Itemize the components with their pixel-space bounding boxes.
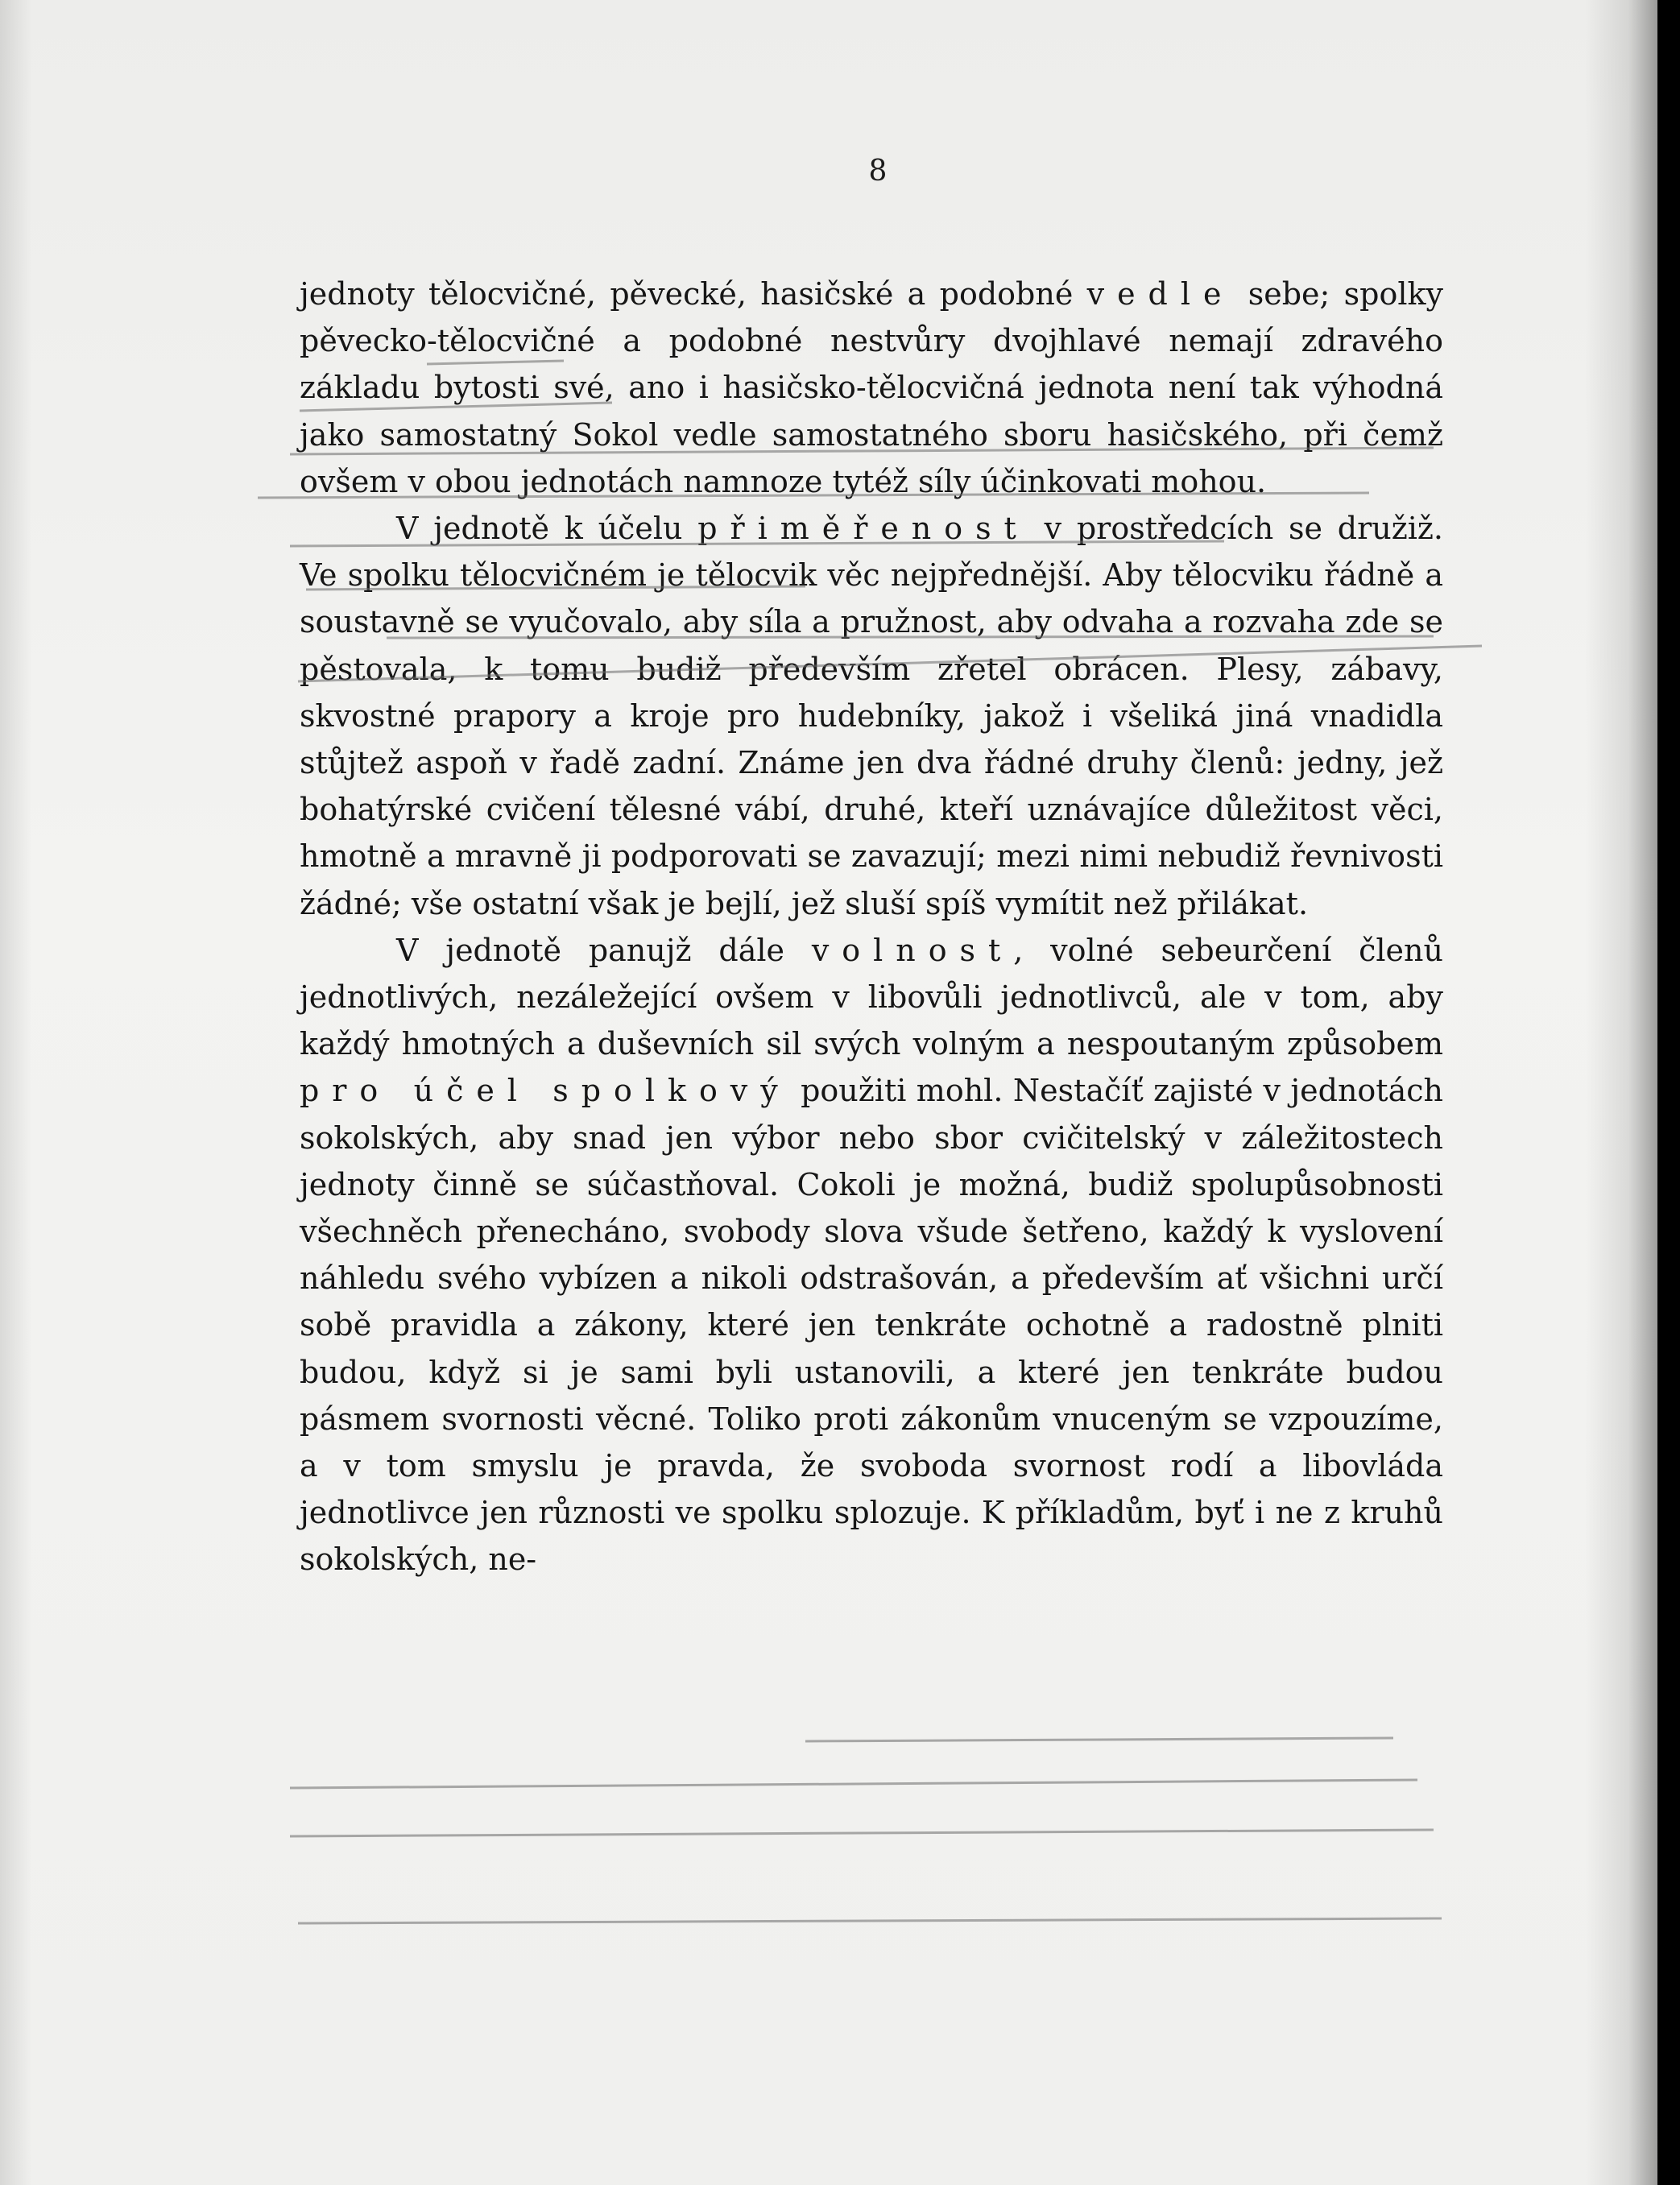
paragraph (300, 927, 1443, 1583)
page-edge-shadow (1585, 0, 1657, 2185)
spaced-emphasis: volnost (811, 932, 1014, 968)
text-run: použiti mohl. Nestačíť zajisté v jednotách sokolských, aby snad jen výbor nebo sbor cvičitelský v záležitostech jednoty činně se súčastňoval. Cokoli je možná, budiž spolupůsobnosti všechněch přenecháno, svobody slova všude šetřeno, každý k vyslovení náhledu svého vybízen a nikoli odstrašován, a především ať všichni určí sobě pravidla a zákony, které jen tenkráte ochotně a radostně plniti budou, když si je sami byli ustanovili, a které jen tenkráte budou pásmem svornosti věcné. Toliko proti zákonům vnuceným se vzpouzíme, a v tom smyslu je pravda, že svoboda svornost rodí a libovláda jednotlivce jen různosti ve spolku splozuje. K příkladům, byť i ne z kruhů sokolských, ne- (300, 1073, 1443, 1578)
text-run: sebe; spolky pěvecko-tělocvičné a podobné nestvůry dvojhlavé nemají zdravého základu bytosti své, ano i hasičsko-tělocvičná jednota není tak výhodná jako samostatný Sokol vedle samostatného sboru hasičského, při čemž ovšem v obou jednotách namnoze tytéž síly účinkovati mohou. (300, 276, 1443, 499)
paragraph (300, 271, 1443, 505)
text-run: v prostředcích se družiž. Ve spolku tělocvičném je tělocvik věc nejpřednější. Aby tělocviku řádně a soustavně se vyučovalo, aby síla a pružnost, aby odvaha a rozvaha zde se pěstovala, k tomu budiž především zřetel obrácen. Plesy, zábavy, skvostné prapory a kroje pro hudebníky, jakož i všeliká jiná vnadidla stůjtež aspoň v řadě zadní. Známe jen dva řádné druhy členů: jedny, jež bohatýrské cvičení tělesné vábí, druhé, kteří uznávajíce důležitost věci, hmotně a mravně ji podporovati se zavazují; mezi nimi nebudiž řevnivosti žádné; vše ostatní však je bejlí, jež sluší spíš vymítit než přilákat. (300, 511, 1443, 921)
pencil-line (298, 1918, 1442, 1923)
text-run: V jednotě k účelu (396, 511, 698, 547)
paragraph (300, 505, 1443, 927)
spaced-emphasis: vedle (1086, 276, 1235, 312)
spaced-emphasis: přiměřenost (697, 511, 1029, 547)
pencil-line (290, 1780, 1417, 1788)
gutter-shadow (0, 0, 32, 2185)
pencil-line (805, 1738, 1393, 1741)
text-run: , volné sebeurčení členů jednotlivých, nezáležející ovšem v libovůli jednotlivců, ale v tom, aby každý hmotných a duševních sil svých volným a nespoutaným způsobem (300, 932, 1443, 1062)
pencil-line (290, 1830, 1434, 1836)
text-run: jednoty tělocvičné, pěvecké, hasičské a podobné (300, 276, 1087, 312)
spaced-emphasis: pro účel spolkový (300, 1073, 791, 1109)
page-number: 8 (868, 155, 888, 188)
text-run: V jednotě panujž dále (396, 932, 812, 968)
body-text (300, 271, 1443, 1583)
